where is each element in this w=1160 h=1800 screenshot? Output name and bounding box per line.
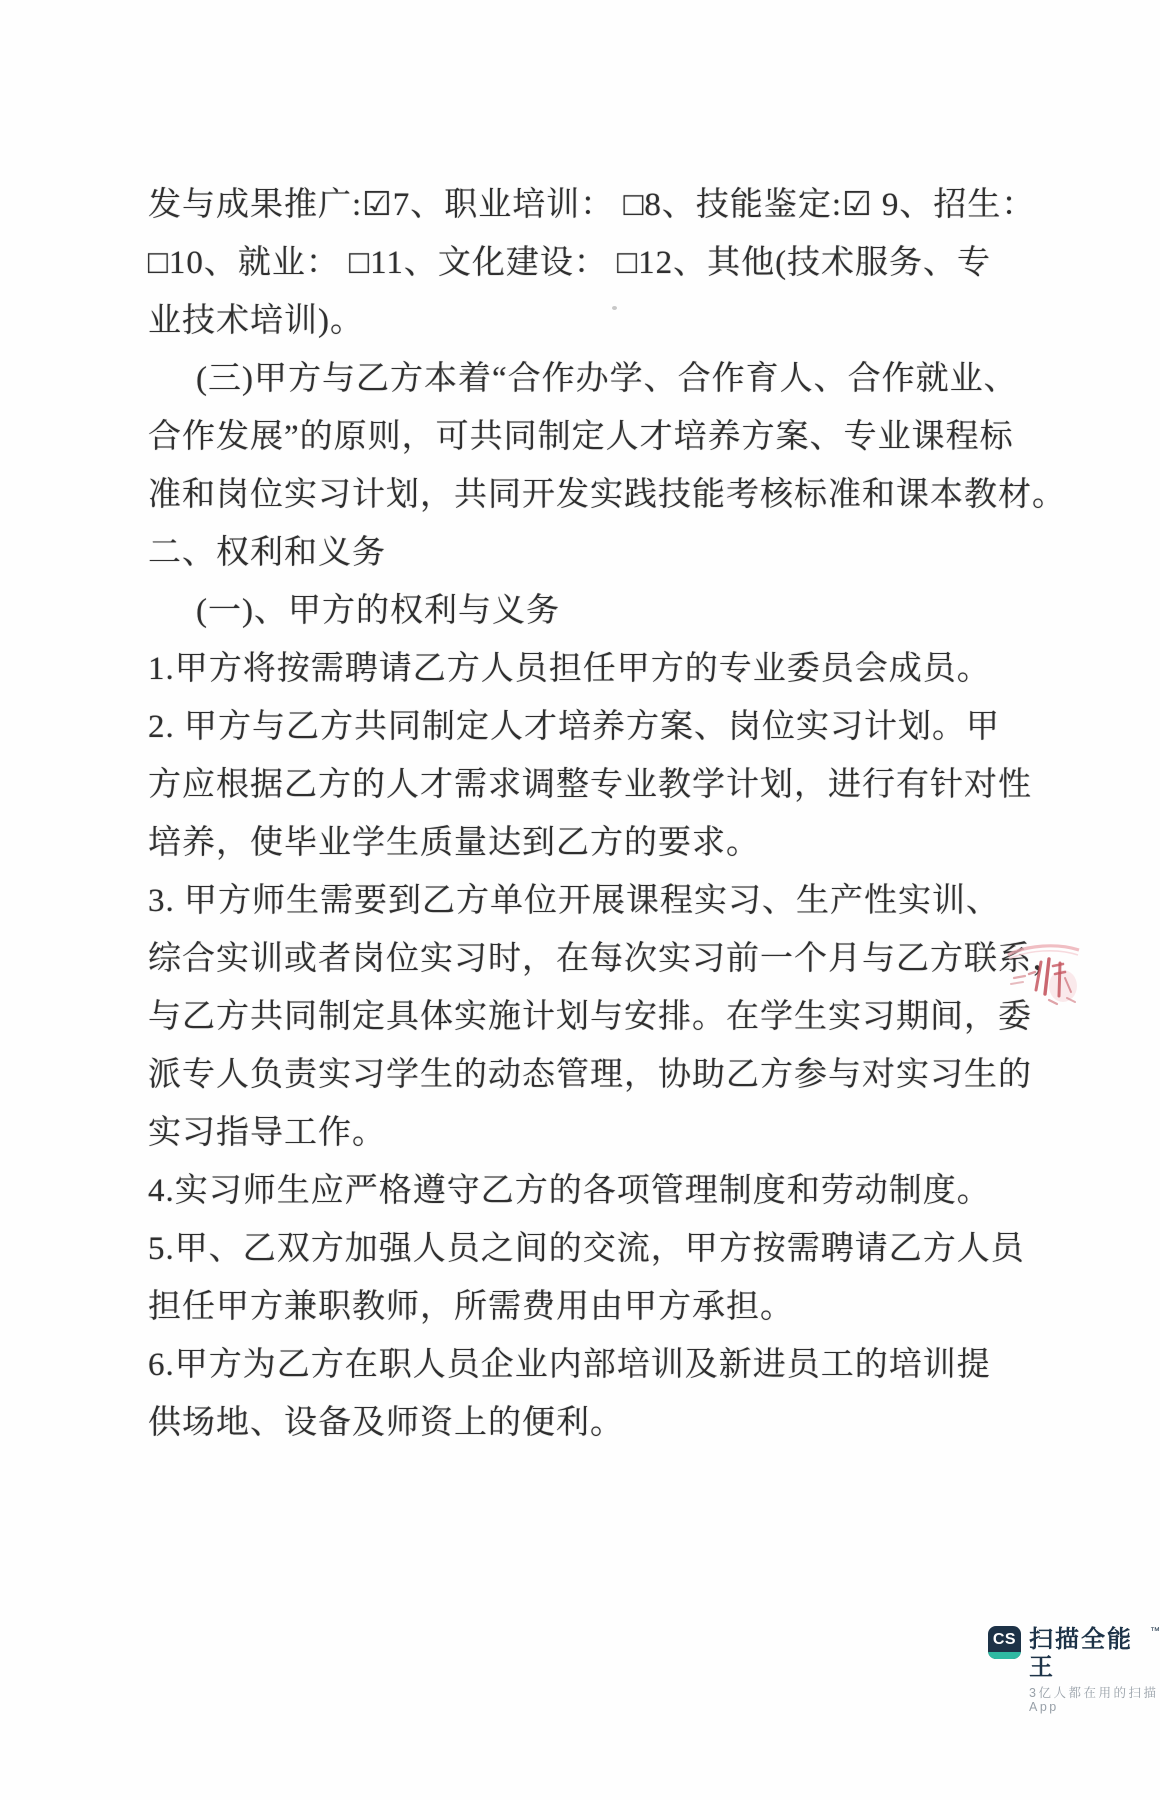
camscanner-logo-icon <box>988 1626 1021 1659</box>
scan-speck <box>612 306 617 310</box>
doc-line: 实习指导工作。 <box>148 1115 386 1151</box>
doc-subsection-heading: (一)、甲方的权利与义务 <box>196 593 560 629</box>
doc-line: 方应根据乙方的人才需求调整专业教学计划，进行有针对性 <box>148 767 1032 803</box>
doc-line: 担任甲方兼职教师，所需费用由甲方承担。 <box>148 1289 794 1325</box>
camscanner-logo-teal-strip <box>988 1652 1021 1659</box>
camscanner-watermark-text <box>1029 1626 1160 1714</box>
doc-line: 1.甲方将按需聘请乙方人员担任甲方的专业委员会成员。 <box>148 651 991 687</box>
doc-line: 业技术培训)。 <box>148 303 364 339</box>
red-stamp <box>1005 938 1083 1016</box>
doc-line: 2. 甲方与乙方共同制定人才培养方案、岗位实习计划。甲 <box>148 709 1000 745</box>
red-stamp-graphic <box>1005 938 1083 1016</box>
doc-line: (三)甲方与乙方本着“合作办学、合作育人、合作就业、 <box>196 361 1018 397</box>
doc-section-heading: 二、权利和义务 <box>148 535 386 571</box>
doc-line: 供场地、设备及师资上的便利。 <box>148 1405 624 1441</box>
doc-line: 5.甲、乙双方加强人员之间的交流，甲方按需聘请乙方人员 <box>148 1231 1025 1267</box>
doc-line: 3. 甲方师生需要到乙方单位开展课程实习、生产性实训、 <box>148 883 1000 919</box>
doc-line: 准和岗位实习计划，共同开发实践技能考核标准和课本教材。 <box>148 477 1066 513</box>
camscanner-watermark <box>988 1626 1160 1714</box>
document-body <box>148 176 1066 1452</box>
doc-line: 6.甲方为乙方在职人员企业内部培训及新进员工的培训提 <box>148 1347 991 1383</box>
doc-line: 派专人负责实习学生的动态管理，协助乙方参与对实习生的 <box>148 1057 1032 1093</box>
camscanner-tagline: 3亿人都在用的扫描App <box>1029 1686 1159 1714</box>
doc-line: 4.实习师生应严格遵守乙方的各项管理制度和劳动制度。 <box>148 1173 991 1209</box>
doc-line: 培养，使毕业学生质量达到乙方的要求。 <box>148 825 760 861</box>
doc-line: 合作发展”的原则，可共同制定人才培养方案、专业课程标 <box>148 419 1014 455</box>
camscanner-app-name: 扫描全能王 <box>1029 1626 1133 1681</box>
doc-line: 综合实训或者岗位实习时，在每次实习前一个月与乙方联系， <box>148 941 1066 977</box>
doc-line: □10、就业： □11、文化建设： □12、其他(技术服务、专 <box>148 245 992 281</box>
camscanner-logo-letters: CS <box>992 1631 1017 1648</box>
doc-line: 与乙方共同制定具体实施计划与安排。在学生实习期间，委 <box>148 999 1032 1035</box>
trademark-symbol: ™ <box>1150 1626 1160 1637</box>
doc-line: 发与成果推广:☑7、职业培训： □8、技能鉴定:☑ 9、招生： <box>148 187 1036 223</box>
